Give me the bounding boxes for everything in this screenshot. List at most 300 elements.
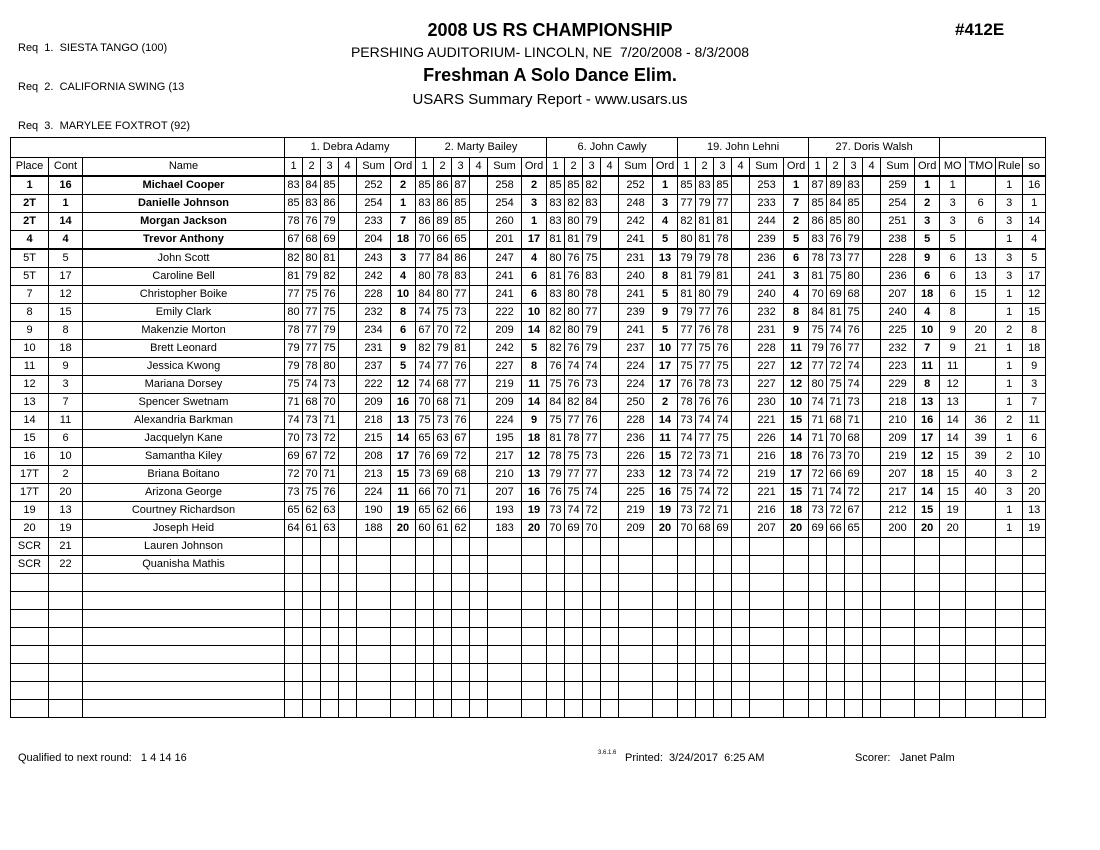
so-cell (1023, 700, 1046, 718)
score-cell: 66 (827, 466, 845, 484)
competitor-name-cell: Danielle Johnson (83, 195, 285, 213)
score-cell: 87 (452, 176, 470, 195)
ordinal-cell: 6 (522, 268, 547, 286)
score-cell (321, 646, 339, 664)
mo-cell (940, 628, 966, 646)
ordinal-cell: 17 (915, 430, 940, 448)
mo-cell: 6 (940, 268, 966, 286)
ordinal-cell: 3 (522, 195, 547, 213)
mo-cell: 5 (940, 231, 966, 250)
ordinal-cell: 10 (653, 340, 678, 358)
score-cell: 74 (565, 358, 583, 376)
score-cell (863, 358, 881, 376)
rule-cell: 3 (996, 195, 1023, 213)
score-cell (863, 628, 881, 646)
rule-cell: 1 (996, 286, 1023, 304)
sum-cell: 260 (488, 213, 522, 231)
score-cell (809, 628, 827, 646)
score-cell: 75 (434, 304, 452, 322)
score-cell (321, 574, 339, 592)
score-cell: 75 (547, 412, 565, 430)
empty-row (11, 592, 1046, 610)
ordinal-cell: 9 (784, 322, 809, 340)
ordinal-cell: 18 (391, 231, 416, 250)
score-cell: 76 (547, 358, 565, 376)
score-cell: 78 (303, 358, 321, 376)
tmo-cell: 6 (966, 213, 996, 231)
sum-cell: 234 (357, 322, 391, 340)
competitor-name-cell: Caroline Bell (83, 268, 285, 286)
tmo-cell: 6 (966, 195, 996, 213)
score-cell (678, 664, 696, 682)
sum-cell (488, 682, 522, 700)
results-table (10, 137, 1046, 718)
sum-cell (488, 646, 522, 664)
sum-cell (881, 682, 915, 700)
contestant-number-cell (49, 700, 83, 718)
ordinal-cell: 13 (915, 394, 940, 412)
score-cell (827, 700, 845, 718)
score-cell (339, 340, 357, 358)
tmo-cell (966, 700, 996, 718)
score-cell: 74 (583, 358, 601, 376)
ordinal-cell: 16 (391, 394, 416, 412)
so-cell: 1 (1023, 195, 1046, 213)
ordinal-cell: 14 (784, 430, 809, 448)
score-cell (434, 556, 452, 574)
score-cell (863, 466, 881, 484)
score-cell (732, 448, 750, 466)
score-cell: 74 (714, 412, 732, 430)
sum-cell: 241 (619, 231, 653, 250)
ordinal-cell (391, 610, 416, 628)
sum-cell: 241 (619, 286, 653, 304)
sum-cell (357, 700, 391, 718)
score-cell: 75 (678, 358, 696, 376)
mo-cell: 8 (940, 304, 966, 322)
score-cell (863, 610, 881, 628)
mo-cell (940, 700, 966, 718)
ordinal-cell: 15 (653, 448, 678, 466)
score-cell (547, 538, 565, 556)
score-cell (339, 286, 357, 304)
ordinal-cell: 4 (653, 213, 678, 231)
requirement-line-1: Req 1. SIESTA TANGO (100) (18, 42, 168, 54)
score-cell: 85 (452, 195, 470, 213)
score-cell (827, 610, 845, 628)
ordinal-cell: 2 (915, 195, 940, 213)
score-cell (565, 610, 583, 628)
score-cell: 80 (416, 268, 434, 286)
score-cell: 73 (583, 448, 601, 466)
result-row (11, 538, 1046, 556)
score-cell: 76 (547, 484, 565, 502)
ordinal-cell: 6 (784, 249, 809, 268)
score-cell: 72 (696, 502, 714, 520)
sum-cell (357, 592, 391, 610)
ordinal-cell: 4 (391, 268, 416, 286)
sum-cell: 218 (357, 412, 391, 430)
score-cell (863, 502, 881, 520)
mo-cell (940, 664, 966, 682)
competitor-name-cell (83, 682, 285, 700)
score-cell: 77 (845, 340, 863, 358)
score-cell (714, 556, 732, 574)
score-cell (863, 176, 881, 195)
score-cell (696, 610, 714, 628)
sum-cell: 207 (750, 520, 784, 538)
score-cell: 80 (845, 268, 863, 286)
contestant-number-cell: 7 (49, 394, 83, 412)
score-cell: 72 (321, 448, 339, 466)
ordinal-cell (653, 646, 678, 664)
rule-cell (996, 664, 1023, 682)
score-cell (678, 610, 696, 628)
col-header: Sum (619, 158, 653, 177)
so-cell (1023, 628, 1046, 646)
contestant-number-cell: 5 (49, 249, 83, 268)
score-cell: 61 (303, 520, 321, 538)
score-cell: 85 (452, 213, 470, 231)
competitor-name-cell: Michael Cooper (83, 176, 285, 195)
ordinal-cell: 11 (784, 340, 809, 358)
rule-cell (996, 610, 1023, 628)
score-cell (434, 682, 452, 700)
sum-cell (881, 556, 915, 574)
so-cell: 10 (1023, 448, 1046, 466)
score-cell (321, 682, 339, 700)
score-cell (470, 176, 488, 195)
score-cell: 79 (321, 322, 339, 340)
score-cell (601, 574, 619, 592)
mo-cell: 9 (940, 340, 966, 358)
score-cell (434, 610, 452, 628)
score-cell: 60 (416, 520, 434, 538)
score-cell (416, 538, 434, 556)
sum-cell (357, 628, 391, 646)
score-cell (732, 376, 750, 394)
tmo-cell (966, 592, 996, 610)
col-header: 3 (321, 158, 339, 177)
score-cell (863, 430, 881, 448)
rule-cell: 1 (996, 502, 1023, 520)
competitor-name-cell (83, 592, 285, 610)
score-cell (303, 574, 321, 592)
ordinal-cell (653, 664, 678, 682)
score-cell: 82 (547, 322, 565, 340)
ordinal-cell (653, 538, 678, 556)
score-cell (470, 538, 488, 556)
score-cell: 81 (809, 268, 827, 286)
score-cell: 77 (678, 322, 696, 340)
tmo-cell: 39 (966, 448, 996, 466)
sum-cell: 209 (357, 394, 391, 412)
championship-title: 2008 US RS CHAMPIONSHIP (427, 20, 673, 40)
qualified-note: Qualified to next round: 1 4 14 16 (18, 752, 187, 764)
score-cell (339, 176, 357, 195)
score-cell (601, 700, 619, 718)
score-cell: 77 (809, 358, 827, 376)
ordinal-cell (391, 664, 416, 682)
score-cell: 77 (416, 249, 434, 268)
score-cell (845, 574, 863, 592)
score-cell (863, 412, 881, 430)
result-row (11, 268, 1046, 286)
score-cell (678, 592, 696, 610)
sum-cell: 227 (750, 376, 784, 394)
score-cell: 75 (845, 304, 863, 322)
judge-name-cell: 1. Debra Adamy (285, 138, 416, 158)
col-header: 1 (809, 158, 827, 177)
score-cell: 66 (827, 520, 845, 538)
score-cell: 72 (452, 322, 470, 340)
col-header: so (1023, 158, 1046, 177)
score-cell (303, 538, 321, 556)
place-cell: 5T (11, 249, 49, 268)
ordinal-cell (784, 610, 809, 628)
ordinal-cell (391, 538, 416, 556)
score-cell: 71 (827, 394, 845, 412)
ordinal-cell: 1 (653, 176, 678, 195)
ordinal-cell (784, 574, 809, 592)
ordinal-cell: 6 (522, 286, 547, 304)
sum-cell (357, 664, 391, 682)
score-cell (339, 268, 357, 286)
score-cell (601, 592, 619, 610)
score-cell (285, 682, 303, 700)
col-header: 2 (565, 158, 583, 177)
score-cell: 83 (547, 195, 565, 213)
header-spacer (940, 138, 1046, 158)
score-cell (416, 700, 434, 718)
sum-cell (881, 592, 915, 610)
score-cell: 80 (678, 231, 696, 250)
empty-row (11, 700, 1046, 718)
sum-cell: 204 (357, 231, 391, 250)
score-cell (339, 412, 357, 430)
score-cell (470, 466, 488, 484)
sum-cell (881, 538, 915, 556)
col-header: 4 (601, 158, 619, 177)
score-cell (714, 610, 732, 628)
ordinal-cell: 13 (522, 466, 547, 484)
score-cell (827, 592, 845, 610)
ordinal-cell: 4 (915, 304, 940, 322)
score-cell: 78 (285, 213, 303, 231)
sum-cell: 209 (619, 520, 653, 538)
ordinal-cell (915, 682, 940, 700)
mo-cell: 11 (940, 358, 966, 376)
sum-cell: 219 (619, 502, 653, 520)
mo-cell: 9 (940, 322, 966, 340)
tmo-cell (966, 664, 996, 682)
score-cell: 68 (452, 466, 470, 484)
sum-cell (881, 700, 915, 718)
score-cell: 76 (303, 213, 321, 231)
col-header: 4 (732, 158, 750, 177)
score-cell: 79 (696, 249, 714, 268)
score-cell (696, 664, 714, 682)
place-cell (11, 700, 49, 718)
mo-cell (940, 682, 966, 700)
empty-row (11, 574, 1046, 592)
place-cell (11, 664, 49, 682)
so-cell: 20 (1023, 484, 1046, 502)
ordinal-cell: 3 (784, 268, 809, 286)
ordinal-cell: 20 (784, 520, 809, 538)
score-cell (452, 628, 470, 646)
ordinal-cell: 10 (391, 286, 416, 304)
score-cell: 81 (696, 231, 714, 250)
tmo-cell (966, 574, 996, 592)
rule-cell (996, 538, 1023, 556)
venue-and-dates: PERSHING AUDITORIUM- LINCOLN, NE 7/20/2008 - 8/3/2008 (350, 44, 750, 60)
score-cell (809, 592, 827, 610)
ordinal-cell (915, 592, 940, 610)
ordinal-cell (915, 700, 940, 718)
sum-cell (357, 610, 391, 628)
score-cell (714, 664, 732, 682)
sum-cell: 236 (619, 430, 653, 448)
ordinal-cell (522, 574, 547, 592)
sum-cell (357, 646, 391, 664)
competitor-name-cell: Spencer Swetnam (83, 394, 285, 412)
score-cell: 75 (827, 376, 845, 394)
ordinal-cell: 7 (915, 340, 940, 358)
score-cell: 68 (845, 430, 863, 448)
score-cell: 83 (583, 268, 601, 286)
score-cell: 85 (809, 195, 827, 213)
score-cell: 74 (416, 376, 434, 394)
rule-cell (996, 628, 1023, 646)
score-cell: 76 (714, 304, 732, 322)
score-cell (452, 592, 470, 610)
competitor-name-cell: Alexandria Barkman (83, 412, 285, 430)
score-cell: 68 (303, 394, 321, 412)
score-cell (601, 412, 619, 430)
score-cell (547, 682, 565, 700)
score-cell: 84 (434, 249, 452, 268)
score-cell (339, 556, 357, 574)
sum-cell: 183 (488, 520, 522, 538)
score-cell: 79 (714, 286, 732, 304)
tmo-cell (966, 304, 996, 322)
score-cell: 76 (452, 412, 470, 430)
mo-cell: 19 (940, 502, 966, 520)
score-cell (285, 574, 303, 592)
score-cell: 76 (321, 286, 339, 304)
tmo-cell (966, 556, 996, 574)
tmo-cell (966, 646, 996, 664)
score-cell (678, 700, 696, 718)
score-cell: 83 (809, 231, 827, 250)
score-cell: 70 (434, 484, 452, 502)
sum-cell: 207 (488, 484, 522, 502)
score-cell (845, 646, 863, 664)
score-cell: 70 (434, 322, 452, 340)
score-cell (827, 538, 845, 556)
result-row (11, 502, 1046, 520)
score-cell: 69 (809, 520, 827, 538)
score-cell (827, 646, 845, 664)
ordinal-cell (653, 682, 678, 700)
ordinal-cell: 8 (391, 304, 416, 322)
score-cell: 85 (714, 176, 732, 195)
score-cell (565, 556, 583, 574)
ordinal-cell: 11 (915, 358, 940, 376)
score-cell: 79 (285, 358, 303, 376)
rule-cell: 3 (996, 484, 1023, 502)
score-cell (547, 556, 565, 574)
ordinal-cell (915, 664, 940, 682)
rule-cell: 1 (996, 430, 1023, 448)
contestant-number-cell: 8 (49, 322, 83, 340)
ordinal-cell: 20 (391, 520, 416, 538)
result-row (11, 176, 1046, 195)
score-cell: 74 (303, 376, 321, 394)
score-cell (845, 592, 863, 610)
sum-cell: 242 (488, 340, 522, 358)
score-cell: 80 (696, 286, 714, 304)
tmo-cell: 40 (966, 484, 996, 502)
sum-cell: 213 (357, 466, 391, 484)
score-cell (732, 430, 750, 448)
score-cell (601, 484, 619, 502)
score-cell: 77 (452, 376, 470, 394)
score-cell: 78 (809, 249, 827, 268)
competitor-name-cell: Mariana Dorsey (83, 376, 285, 394)
sum-cell: 195 (488, 430, 522, 448)
ordinal-cell: 16 (522, 484, 547, 502)
sum-cell: 188 (357, 520, 391, 538)
score-cell (732, 484, 750, 502)
ordinal-cell (784, 628, 809, 646)
score-cell: 70 (285, 430, 303, 448)
tmo-cell: 20 (966, 322, 996, 340)
result-row (11, 340, 1046, 358)
sum-cell (619, 574, 653, 592)
score-cell (601, 502, 619, 520)
rule-cell (996, 592, 1023, 610)
sum-cell: 254 (357, 195, 391, 213)
tmo-cell (966, 628, 996, 646)
ordinal-cell: 7 (784, 195, 809, 213)
score-cell: 80 (547, 249, 565, 268)
col-header: 1 (285, 158, 303, 177)
score-cell (732, 231, 750, 250)
contestant-number-cell: 1 (49, 195, 83, 213)
score-cell (285, 700, 303, 718)
score-cell (339, 231, 357, 250)
ordinal-cell: 18 (784, 502, 809, 520)
score-cell (827, 556, 845, 574)
contestant-number-cell: 11 (49, 412, 83, 430)
sum-cell: 248 (619, 195, 653, 213)
ordinal-cell (915, 628, 940, 646)
sum-cell: 233 (619, 466, 653, 484)
so-cell: 7 (1023, 394, 1046, 412)
score-cell (732, 664, 750, 682)
place-cell: SCR (11, 556, 49, 574)
place-cell: 8 (11, 304, 49, 322)
score-cell: 73 (809, 502, 827, 520)
score-cell: 70 (321, 394, 339, 412)
score-cell: 76 (678, 376, 696, 394)
score-cell: 71 (452, 394, 470, 412)
score-cell: 87 (809, 176, 827, 195)
score-cell: 80 (565, 304, 583, 322)
contestant-number-cell: 22 (49, 556, 83, 574)
